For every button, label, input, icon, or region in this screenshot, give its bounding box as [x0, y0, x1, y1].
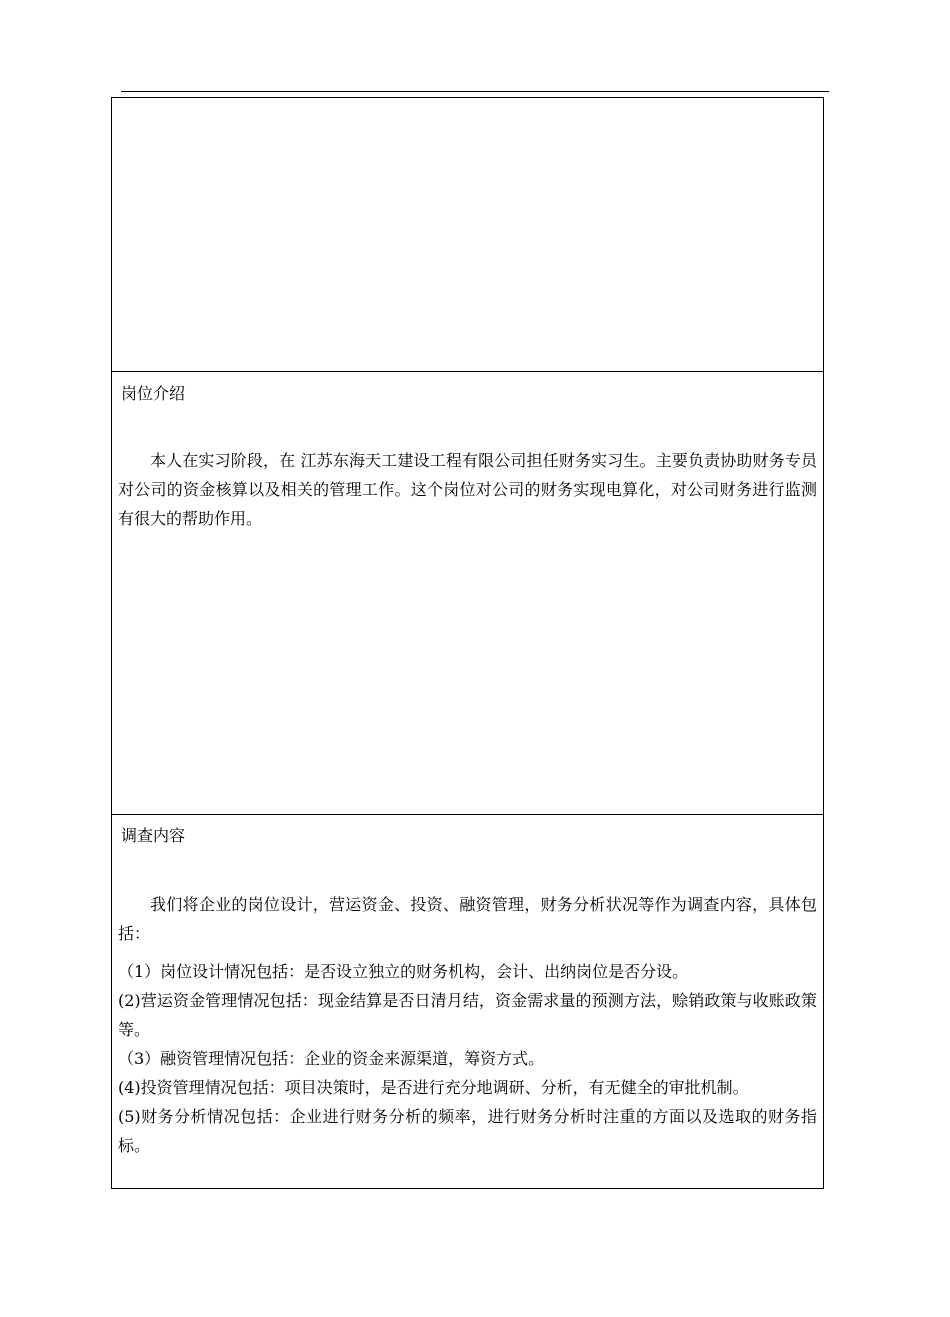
section-title-job-introduction: 岗位介绍 — [121, 384, 186, 403]
job-introduction-section — [112, 372, 823, 815]
section-title-survey-content: 调查内容 — [121, 826, 186, 845]
list-item: (2)营运资金管理情况包括：现金结算是否日清月结，资金需求量的预测方法，赊销政策与收账政策等。 — [118, 991, 817, 1039]
report-table — [111, 97, 824, 1189]
list-item: (5)财务分析情况包括：企业进行财务分析的频率，进行财务分析时注重的方面以及选取的财务指标。 — [118, 1107, 817, 1155]
survey-intro-paragraph: 我们将企业的岗位设计，营运资金、投资、融资管理，财务分析状况等作为调查内容，具体包括： — [118, 895, 817, 943]
list-item: （3）融资管理情况包括：企业的资金来源渠道，筹资方式。 — [118, 1049, 545, 1068]
list-item: （1）岗位设计情况包括：是否设立独立的财务机构，会计、出纳岗位是否分设。 — [118, 962, 689, 981]
header-rule — [121, 91, 829, 92]
survey-content-section — [112, 815, 823, 1188]
list-item: (4)投资管理情况包括：项目决策时，是否进行充分地调研、分析，有无健全的审批机制。 — [118, 1078, 749, 1097]
job-introduction-paragraph: 本人在实习阶段，在 江苏东海天工建设工程有限公司担任财务实习生。主要负责协助财务专员对公司的资金核算以及相关的管理工作。这个岗位对公司的财务实现电算化，对公司财务进行监测有很大的帮助作用。 — [118, 451, 817, 528]
survey-items-list — [118, 957, 817, 1160]
blank-section — [112, 98, 823, 372]
